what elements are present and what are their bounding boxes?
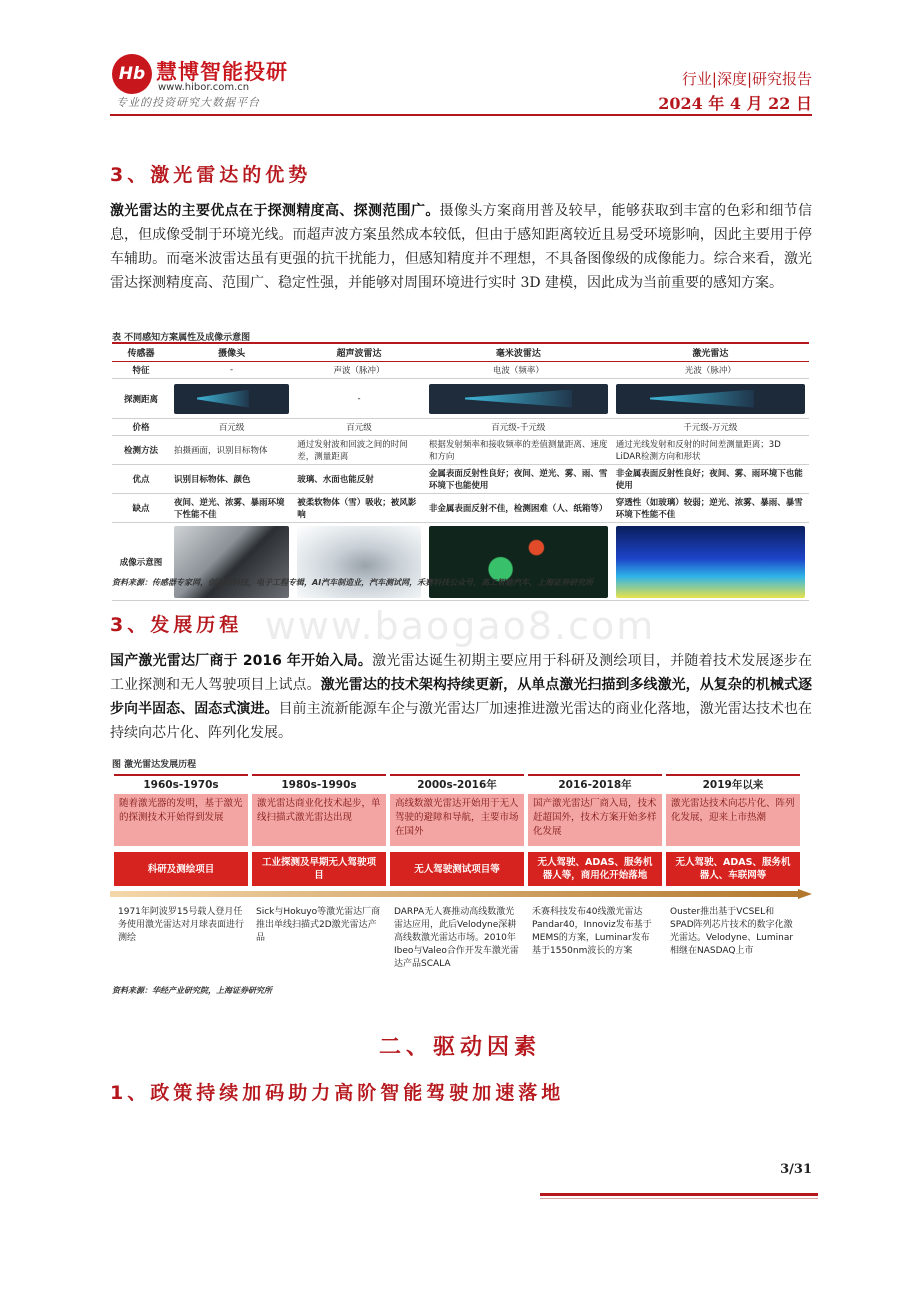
section-title-lidar-advantages: 3、激光雷达的优势 <box>110 164 312 186</box>
chapter-title-drivers: 二、驱动因素 <box>378 1035 541 1060</box>
table-cell: 声波（脉冲） <box>293 362 425 379</box>
era-period: 2019年以来 <box>666 774 800 794</box>
era-application-tag: 无人驾驶、ADAS、服务机器人、车联网等 <box>666 852 800 886</box>
era-event: 1971年阿波罗15号载人登月任务使用激光雷达对月球表面进行测绘 <box>118 907 245 943</box>
detection-beam <box>465 390 572 408</box>
table-row <box>112 362 809 379</box>
row-label-range: 探测距离 <box>112 379 170 419</box>
sensor-comparison-table <box>112 342 809 601</box>
imaging-camera <box>170 523 293 601</box>
section1-lead: 激光雷达的主要优点在于探测精度高、探测范围广。 <box>110 203 440 219</box>
range-diagram-mmwave <box>425 379 612 419</box>
section2-lead2: 激光雷达的技术架构持续更新，从单点激光扫描到多线激光，从复杂的机械式逐步向半固态、固态式演进。 <box>110 677 813 717</box>
logo-mark-icon: Hb <box>112 54 152 94</box>
table-cell: 百元级 <box>170 419 293 436</box>
timeline-source: 资料来源：华经产业研究院，上海证券研究所 <box>112 986 272 995</box>
table-row <box>112 419 809 436</box>
section2-body1: 激光雷达诞生初期主要应用于科研及测绘项目，并随着技术发展逐步在工业探测和无人驾驶项目上试点。 <box>110 653 813 693</box>
col-header-sensor: 传感器 <box>112 343 170 362</box>
era-application-tag: 科研及测绘项目 <box>114 852 248 886</box>
col-header-mmwave: 毫米波雷达 <box>425 343 612 362</box>
table-header-row <box>112 343 809 362</box>
table-cell: 夜间、逆光、浓雾、暴雨环境下性能不佳 <box>170 494 293 523</box>
table-cell: 千元级-万元级 <box>612 419 809 436</box>
range-diagram-camera <box>170 379 293 419</box>
report-type: 行业|深度|研究报告 <box>681 70 812 88</box>
era-event: DARPA无人赛推动高线数激光雷达应用，此后Velodyne深耕高线数激光雷达市场。2010年Ibeo与Valeo合作开发车激光雷达产品SCALA <box>394 907 519 969</box>
imaging-ultrasonic <box>293 523 425 601</box>
watermark: www.baogao8.com <box>264 604 656 648</box>
table-row <box>112 465 809 494</box>
table-cell: - <box>293 379 425 419</box>
row-label-image: 成像示意图 <box>112 523 170 601</box>
timeline-era <box>252 774 386 945</box>
row-label-pros: 优点 <box>112 465 170 494</box>
range-diagram-image <box>429 384 608 414</box>
brand-logo <box>112 54 312 110</box>
table-cell: 百元级-千元级 <box>425 419 612 436</box>
table-cell: 拍摄画面，识别目标物体 <box>170 436 293 465</box>
table-cell: 玻璃、水面也能反射 <box>293 465 425 494</box>
imaging-lidar <box>612 523 809 601</box>
range-diagram-image <box>616 384 805 414</box>
page-number: 3/31 <box>780 1162 812 1177</box>
lidar-imaging-image <box>616 526 805 598</box>
era-application-tag: 工业探测及早期无人驾驶项目 <box>252 852 386 886</box>
table-cell: 通过光线发射和反射的时间差测量距离；3D LiDAR检测方向和形状 <box>612 436 809 465</box>
col-header-lidar: 激光雷达 <box>612 343 809 362</box>
era-event: Ouster推出基于VCSEL和SPAD阵列芯片技术的数字化激光雷达。Velodyne、Luminar相继在NASDAQ上市 <box>670 907 794 956</box>
footer-divider <box>540 1193 818 1196</box>
era-application-tag: 无人驾驶、ADAS、服务机器人等，商用化开始落地 <box>528 852 662 886</box>
section-title-history: 3、发展历程 <box>110 614 243 636</box>
table-cell: 通过发射波和回波之间的时间差，测量距离 <box>293 436 425 465</box>
table-source: 资料来源：传感器专家网，创道硬科技，电子工程专辑，AI汽车制造业，汽车测试网，禾赛科技公众号，高工智能汽车，上海证券研究所 <box>112 578 594 587</box>
era-period: 1980s-1990s <box>252 774 386 794</box>
table-row <box>112 379 809 419</box>
timeline-era <box>666 774 800 958</box>
imaging-mmwave <box>425 523 612 601</box>
section2-body2: 目前主流新能源车企与激光雷达厂加速推进激光雷达的商业化落地，激光雷达技术也在持续向芯片化、阵列化发展。 <box>110 701 813 741</box>
table-cell: - <box>170 362 293 379</box>
table-title: 表 不同感知方案属性及成像示意图 <box>112 333 251 343</box>
era-description: 激光雷达商业化技术起步，单线扫描式激光雷达出现 <box>252 794 386 846</box>
col-header-camera: 摄像头 <box>170 343 293 362</box>
row-label-method: 检测方法 <box>112 436 170 465</box>
table-row <box>112 494 809 523</box>
table-cell: 非金属表面反射不佳，检测困难（人、纸箱等） <box>425 494 612 523</box>
table-cell: 非金属表面反射性良好；夜间、雾、雨环境下也能使用 <box>612 465 809 494</box>
era-description: 高线数激光雷达开始用于无人驾驶的避障和导航，主要市场在国外 <box>390 794 524 846</box>
detection-beam <box>197 390 249 408</box>
lidar-history-timeline <box>110 760 812 982</box>
logo-slogan: 专业的投资研究大数据平台 <box>116 96 260 109</box>
table-cell: 金属表面反射性良好；夜间、逆光、雾、雨、雪环境下也能使用 <box>425 465 612 494</box>
timeline-era <box>528 774 662 958</box>
section1-body: 摄像头方案商用普及较早，能够获取到丰富的色彩和细节信息，但成像受制于环境光线。而超声波方案虽然成本较低，但由于感知距离较近且易受环境影响，因此主要用于停车辅助。而毫米波雷达虽有更强的抗干扰能力，但感知精度并不理想，不具备图像级的成像能力。综合来看，激光雷达探测精度高、范围广、稳定性强，并能够对周围环境进行实时 3D 建模，因此成为当前重要的感知方案。 <box>110 203 813 291</box>
era-event: Sick与Hokuyo等激光雷达厂商推出单线扫描式2D激光雷达产品 <box>256 907 381 943</box>
row-label-feature: 特征 <box>112 362 170 379</box>
logo-name: 慧博智能投研 <box>156 60 288 84</box>
col-header-ultrasonic: 超声波雷达 <box>293 343 425 362</box>
row-label-cons: 缺点 <box>112 494 170 523</box>
table-cell: 百元级 <box>293 419 425 436</box>
logo-url: www.hibor.com.cn <box>158 82 250 93</box>
detection-beam <box>650 390 754 408</box>
table-cell: 被柔软物体（雪）吸收；被风影响 <box>293 494 425 523</box>
table-row <box>112 523 809 601</box>
era-period: 1960s-1970s <box>114 774 248 794</box>
range-diagram-image <box>174 384 289 414</box>
range-diagram-lidar <box>612 379 809 419</box>
section2-paragraph <box>110 649 812 745</box>
section1-paragraph <box>110 199 812 295</box>
footer-divider-thin <box>540 1198 818 1199</box>
era-period: 2016-2018年 <box>528 774 662 794</box>
timeline-era <box>390 774 524 971</box>
table-cell: 根据发射频率和接收频率的差值测量距离、速度和方向 <box>425 436 612 465</box>
section2-lead1: 国产激光雷达厂商于 2016 年开始入局。 <box>110 653 373 669</box>
timeline-era <box>114 774 248 945</box>
era-event: 禾赛科技发布40线激光雷达Pandar40，Innoviz发布基于MEMS的方案，Luminar发布基于1550nm波长的方案 <box>532 907 652 956</box>
table-cell: 光波（脉冲） <box>612 362 809 379</box>
report-date: 2024 年 4 月 22 日 <box>658 94 812 113</box>
era-period: 2000s-2016年 <box>390 774 524 794</box>
table-cell: 穿透性（如玻璃）较弱；逆光、浓雾、暴雨、暴雪环境下性能不佳 <box>612 494 809 523</box>
table-cell: 电波（频率） <box>425 362 612 379</box>
era-description: 激光雷达技术向芯片化、阵列化发展，迎来上市热潮 <box>666 794 800 846</box>
era-description: 随着激光器的发明，基于激光的探测技术开始得到发展 <box>114 794 248 846</box>
row-label-price: 价格 <box>112 419 170 436</box>
table-cell: 识别目标物体、颜色 <box>170 465 293 494</box>
section-title-policy: 1、政策持续加码助力高阶智能驾驶加速落地 <box>110 1082 565 1104</box>
table-row <box>112 436 809 465</box>
header-divider <box>110 114 812 116</box>
timeline-title: 图 激光雷达发展历程 <box>112 760 197 770</box>
era-description: 国产激光雷达厂商入局，技术赶超国外，技术方案开始多样化发展 <box>528 794 662 846</box>
era-application-tag: 无人驾驶测试项目等 <box>390 852 524 886</box>
